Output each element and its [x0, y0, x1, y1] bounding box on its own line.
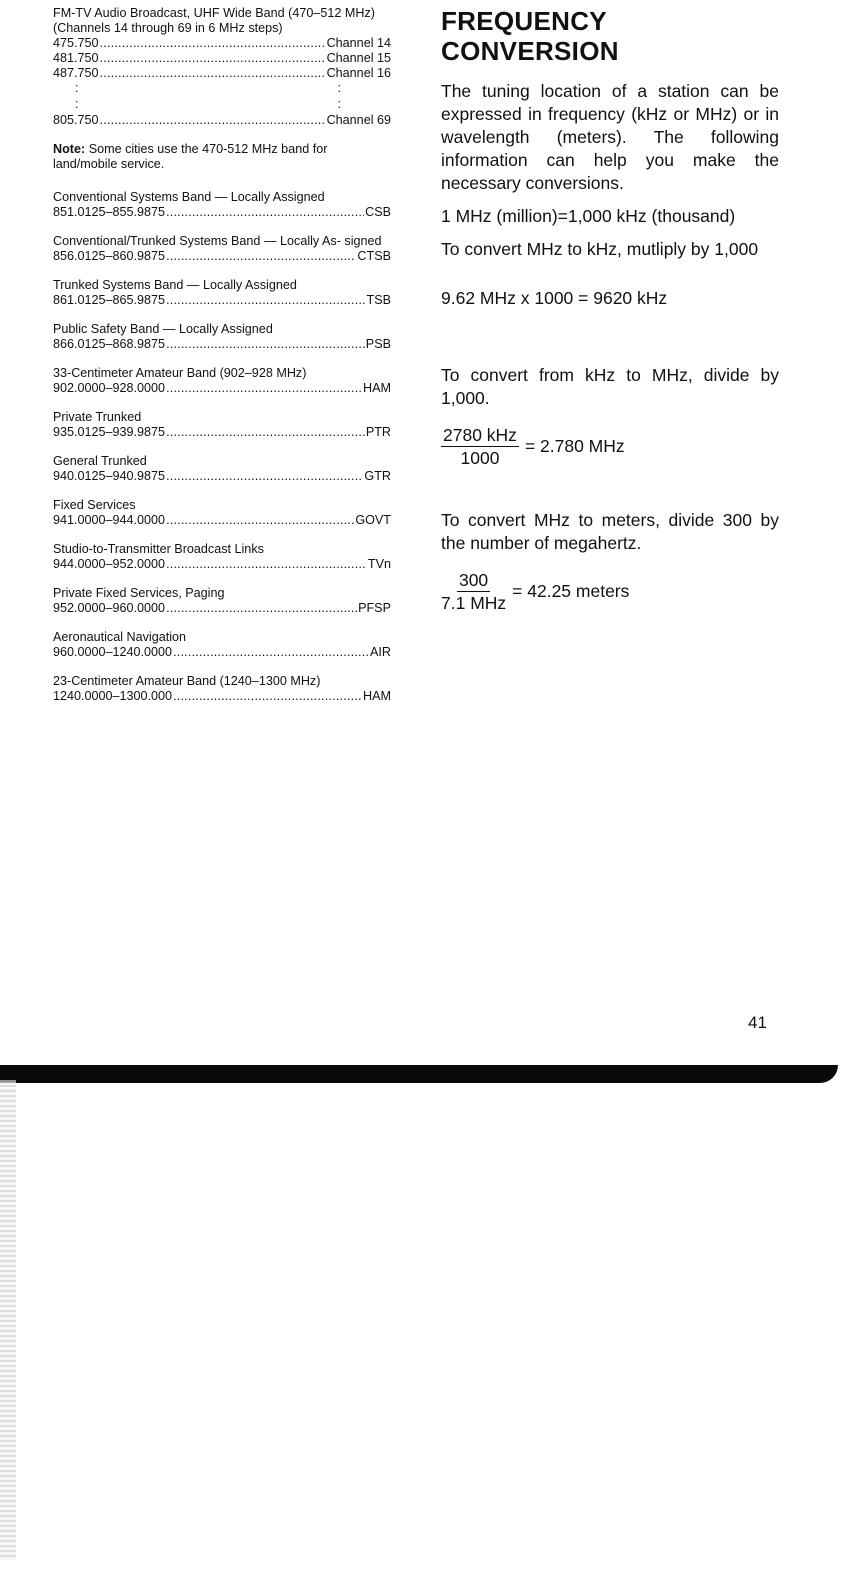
band-code: HAM — [363, 689, 391, 703]
fraction-denominator: 1000 — [460, 448, 500, 468]
band-title: Conventional Systems Band — Locally Assigned — [53, 190, 325, 204]
frequency-conversion-section — [441, 6, 779, 654]
band-range: 856.0125–860.9875 — [53, 249, 166, 263]
band-range-row — [53, 249, 391, 264]
fraction — [441, 424, 519, 469]
band-range: 935.0125–939.9875 — [53, 425, 166, 439]
band-code: TVn — [367, 557, 391, 571]
band-range-row — [53, 513, 391, 528]
band-range: 902.0000–928.0000 — [53, 381, 166, 395]
band-entry — [53, 586, 391, 616]
band-range: 851.0125–855.9875 — [53, 205, 166, 219]
band-entry — [53, 630, 391, 660]
definition: 1 MHz (million)=1,000 kHz (thousand) — [441, 206, 736, 226]
band-code: CTSB — [357, 249, 391, 263]
ellipsis-row: : : — [75, 97, 341, 111]
band-code: TSB — [366, 293, 391, 307]
band-range-row — [53, 425, 391, 440]
band-entry — [53, 366, 391, 396]
band-range-row — [53, 645, 391, 660]
channel-row: 805.750 ..... Channel 69 — [53, 113, 391, 128]
band-title: Private Fixed Services, Paging — [53, 586, 225, 600]
mhz-to-khz-instruction: To convert MHz to kHz, mutliply by 1,000 — [441, 239, 759, 259]
band-range: 960.0000–1240.0000 — [53, 645, 173, 659]
band-title: Studio-to-Transmitter Broadcast Links — [53, 542, 264, 556]
band-range: 952.0000–960.0000 — [53, 601, 166, 615]
band-code: AIR — [370, 645, 391, 659]
channel-row: 481.750 ..... Channel 15 — [53, 51, 391, 66]
band-entry — [53, 674, 391, 704]
fraction-denominator: 7.1 MHz — [441, 593, 507, 613]
band-title: 23-Centimeter Amateur Band (1240–1300 MHz) — [53, 674, 321, 688]
note-text: Some cities use the 470-512 MHz band for land/mobile service. — [53, 142, 328, 171]
khz-to-mhz-instruction: To convert from kHz to MHz, divide by 1,000. — [441, 365, 779, 408]
band-entry — [53, 542, 391, 572]
page-number: 41 — [748, 1013, 767, 1032]
band-title: Fixed Services — [53, 498, 136, 512]
fraction-numerator: 2780 kHz — [443, 425, 517, 445]
band-entry — [53, 454, 391, 484]
fraction — [441, 569, 506, 614]
band-range-row — [53, 689, 391, 704]
note-label: Note: — [53, 142, 86, 156]
band-code: PTR — [365, 425, 391, 439]
page-title: FREQUENCY CONVERSION — [441, 6, 619, 66]
band-entry — [53, 234, 391, 264]
channel-row: 487.750 ..... Channel 16 — [53, 66, 391, 81]
fraction-result: = 2.780 MHz — [524, 436, 625, 456]
band-title: Public Safety Band — Locally Assigned — [53, 322, 273, 336]
band-code: CSB — [365, 205, 391, 219]
fraction-numerator: 300 — [458, 570, 489, 590]
band-range-row — [53, 381, 391, 396]
band-title: 33-Centimeter Amateur Band (902–928 MHz) — [53, 366, 307, 380]
band-range: 940.0125–940.9875 — [53, 469, 166, 483]
mhz-to-meters-instruction: To convert MHz to meters, divide 300 by the number of megahertz. — [441, 510, 779, 553]
example-khz-to-mhz — [441, 424, 779, 469]
band-entry — [53, 498, 391, 528]
fm-tv-section — [53, 6, 391, 128]
band-list — [53, 190, 391, 704]
fm-tv-title: FM-TV Audio Broadcast, UHF Wide Band (470–512 MHz) — [53, 6, 375, 20]
band-range-row — [53, 601, 391, 616]
band-range: 866.0125–868.9875 — [53, 337, 166, 351]
band-range-row — [53, 293, 391, 308]
band-code: PSB — [365, 337, 391, 351]
band-title: General Trunked — [53, 454, 147, 468]
scan-edge-artifact — [0, 1080, 16, 1560]
band-range: 861.0125–865.9875 — [53, 293, 166, 307]
band-range: 1240.0000–1300.000 — [53, 689, 173, 703]
band-range-row — [53, 557, 391, 572]
band-entry — [53, 278, 391, 308]
band-entry — [53, 410, 391, 440]
band-title: Private Trunked — [53, 410, 142, 424]
channel-row: 475.750 ..... Channel 14 — [53, 36, 391, 51]
band-range-row — [53, 469, 391, 484]
band-entry — [53, 190, 391, 220]
example-mhz-to-meters — [441, 569, 779, 614]
ellipsis-row: : : — [75, 81, 341, 95]
note — [53, 142, 391, 172]
band-code: GOVT — [355, 513, 391, 527]
band-code: HAM — [363, 381, 391, 395]
band-entry — [53, 322, 391, 352]
band-range: 941.0000–944.0000 — [53, 513, 166, 527]
band-title: Aeronautical Navigation — [53, 630, 187, 644]
band-range-row — [53, 205, 391, 220]
band-title: Conventional/Trunked Systems Band — Locally As- signed — [53, 234, 382, 248]
fm-tv-subtitle: (Channels 14 through 69 in 6 MHz steps) — [53, 21, 283, 35]
intro-paragraph: The tuning location of a station can be expressed in frequency (kHz or MHz) or in wavelength (meters). The following information can help you make the necessary conversions. — [441, 81, 779, 193]
scan-shadow-bar — [0, 1065, 838, 1083]
band-range: 944.0000–952.0000 — [53, 557, 166, 571]
band-range-row — [53, 337, 391, 352]
fraction-result: = 42.25 meters — [512, 581, 630, 601]
band-code: PFSP — [358, 601, 391, 615]
band-title: Trunked Systems Band — Locally Assigned — [53, 278, 297, 292]
frequency-band-list — [53, 6, 391, 718]
band-code: GTR — [364, 469, 391, 483]
example-mhz-to-khz: 9.62 MHz x 1000 = 9620 kHz — [441, 288, 668, 308]
